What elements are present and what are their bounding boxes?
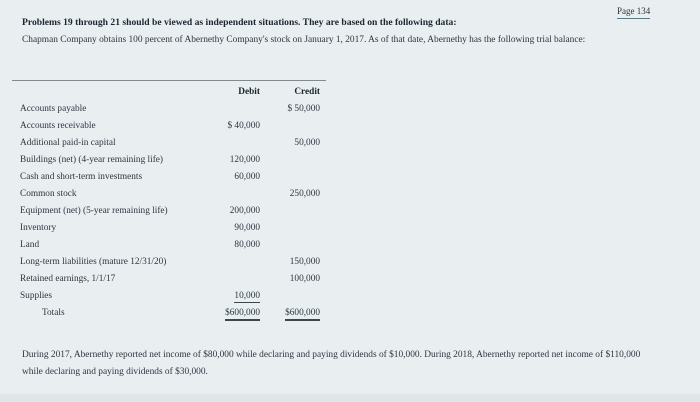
body-paragraph: During 2017, Abernethy reported net income of $80,000 while declaring and paying dividends of $10,000. During 2018, Abernethy reported net income of $110,000 while declaring and paying dividends of $30,000. [22,350,641,377]
account-label: Long-term liabilities (mature 12/31/20) [20,257,167,267]
credit-amount ul: 100,000 [289,274,320,284]
debit-amount: 10,000 [234,291,260,301]
account-label: Common stock [20,189,77,199]
intro-text: Chapman Company obtains 100 percent of Abernethy Company's stock on January 1, 2017. As of that date, Abernethy has the following trial balance: [22,35,586,45]
bottom-bar [0,394,700,402]
debit-amount: $ 40,000 [227,121,260,131]
credit-amount: 250,000 [289,189,320,199]
account-label: Accounts payable [20,104,87,114]
table-divider [12,80,326,81]
debit-amount: 200,000 [229,206,260,216]
totals-label: Totals [42,308,65,318]
problem-heading: Problems 19 through 21 should be viewed as independent situations. They are based on the following data: [22,17,457,28]
account-label: Equipment (net) (5-year remaining life) [20,206,168,216]
account-label: Buildings (net) (4-year remaining life) [20,155,164,165]
account-label: Retained earnings, 1/1/17 [20,274,116,284]
account-label: Land [20,240,40,250]
credit-amount: $ 50,000 [287,104,320,114]
debit-amount: 90,000 [234,223,260,233]
page-number: Page 134 [617,6,650,19]
credit-amount: 150,000 [289,257,320,267]
debit-amount: 80,000 [234,240,260,250]
account-label: Additional paid-in capital [20,138,116,148]
debit-amount: 120,000 [229,155,260,165]
account-label: Cash and short-term investments [20,172,143,182]
debit-amount: 60,000 [234,172,260,182]
credit-header: Credit [294,87,320,97]
debit-header: Debit [238,87,260,97]
credit-amount: 50,000 [294,138,320,148]
total-credit: $600,000 [285,308,320,321]
account-label: Inventory [20,223,57,233]
account-label: Accounts receivable [20,121,96,131]
total-debit: $600,000 [225,308,260,321]
account-label: Supplies [20,291,53,301]
